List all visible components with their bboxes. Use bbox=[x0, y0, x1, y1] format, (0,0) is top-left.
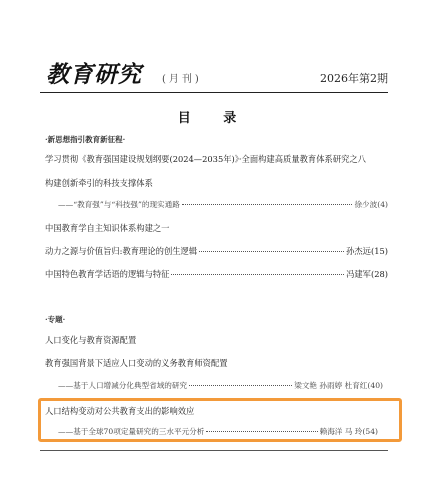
journal-frequency: (月刊) bbox=[162, 74, 202, 85]
leader-dots bbox=[189, 385, 292, 386]
entry-author: 赖海洋 马 玲(54) bbox=[319, 427, 378, 436]
masthead bbox=[40, 54, 388, 94]
entry-title: ——基于全球70项定量研究的三水平元分析 bbox=[58, 427, 205, 436]
entry-title: 动力之源与价值旨归:教育理论的创生逻辑 bbox=[45, 246, 198, 256]
toc-entry[interactable] bbox=[45, 268, 388, 280]
toc-entry[interactable] bbox=[58, 199, 388, 210]
entry-author: 冯建军(28) bbox=[346, 269, 388, 279]
toc-line: 学习贯彻《教育强国建设规划纲要(2024—2035年)》·全面构建高质量教育体系研究之八 bbox=[45, 154, 366, 164]
leader-dots bbox=[171, 274, 344, 275]
header-rule bbox=[40, 92, 388, 93]
toc-entry[interactable] bbox=[58, 380, 383, 391]
section-heading: ·专题· bbox=[45, 315, 66, 324]
toc-line: 人口结构变动对公共教育支出的影响效应 bbox=[45, 406, 195, 416]
toc-line: 中国教育学自主知识体系构建之一 bbox=[45, 223, 170, 233]
highlight-box bbox=[38, 398, 402, 442]
toc-entry[interactable] bbox=[45, 245, 388, 257]
toc-title: 目 录 bbox=[177, 111, 251, 126]
entry-author: 孙杰远(15) bbox=[346, 246, 388, 256]
bottom-rule bbox=[40, 450, 388, 451]
toc-line: 人口变化与教育资源配置 bbox=[45, 335, 137, 345]
leader-dots bbox=[199, 251, 344, 252]
entry-title: 中国特色教育学话语的逻辑与特征 bbox=[45, 269, 170, 279]
entry-author: 徐少波(4) bbox=[354, 200, 388, 209]
toc-line: 构建创新牵引的科技支撑体系 bbox=[45, 178, 153, 188]
entry-title: ——“教育强”与“科技强”的现实通路 bbox=[58, 200, 180, 209]
entry-author: 梁文艳 孙雨婷 杜育红(40) bbox=[294, 381, 383, 390]
toc-line: 教育强国背景下适应人口变动的义务教育师资配置 bbox=[45, 358, 228, 368]
entry-title: ——基于人口增减分化典型省域的研究 bbox=[58, 381, 188, 390]
leader-dots bbox=[182, 204, 353, 205]
issue-number: 2026年第2期 bbox=[320, 72, 388, 85]
section-heading: ·新思想指引教育新征程· bbox=[45, 135, 126, 144]
journal-title: 教育研究 bbox=[46, 61, 142, 88]
